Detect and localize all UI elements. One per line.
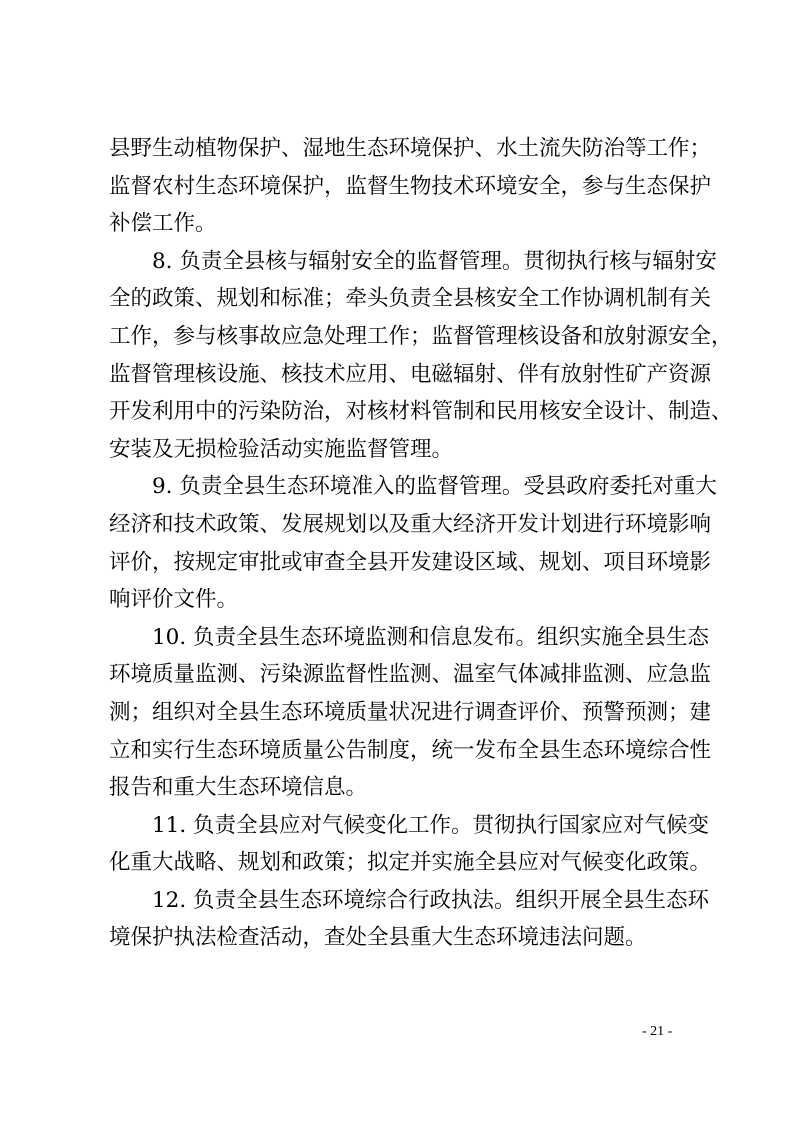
paragraph-item-12 — [109, 882, 710, 957]
text-line: 补偿工作。 — [109, 211, 217, 237]
text-line: 境保护执法检查活动，查处全县重大生态环境违法问题。 — [109, 925, 647, 951]
text-line: 监督管理核设施、核技术应用、电磁辐射、伴有放射性矿产资源 — [109, 361, 712, 387]
paragraph-item-11 — [109, 807, 712, 882]
text-line: 9. 负责全县生态环境准入的监督管理。受县政府委托对重大 — [152, 474, 717, 500]
text-line: 环境质量监测、污染源监督性监测、温室气体减排监测、应急监 — [109, 662, 712, 688]
text-line: 县野生动植物保护、湿地生态环境保护、水土流失防治等工作； — [109, 136, 712, 161]
body-text — [109, 130, 733, 957]
text-line: 11. 负责全县应对气候变化工作。贯彻执行国家应对气候变 — [152, 812, 710, 838]
text-line: 全的政策、规划和标准；牵头负责全县核安全工作协调机制有关 — [109, 286, 712, 312]
text-line: 工作，参与核事故应急处理工作；监督管理核设备和放射源安全， — [109, 323, 733, 349]
text-line: 化重大战略、规划和政策；拟定并实施全县应对气候变化政策。 — [109, 850, 712, 876]
paragraph-item-10 — [109, 619, 712, 807]
text-line: 立和实行生态环境质量公告制度，统一发布全县生态环境综合性 — [109, 737, 712, 763]
text-line: 监督农村生态环境保护，监督生物技术环境安全，参与生态保护 — [109, 173, 712, 199]
text-line: 经济和技术政策、发展规划以及重大经济开发计划进行环境影响 — [109, 511, 712, 537]
paragraph-item-8 — [109, 243, 733, 469]
text-line: 安装及无损检验活动实施监督管理。 — [109, 436, 454, 462]
text-line: 评价，按规定审批或审查全县开发建设区域、规划、项目环境影 — [109, 549, 712, 575]
page-number: - 21 - — [642, 1024, 673, 1039]
text-line: 响评价文件。 — [109, 587, 239, 613]
paragraph-item-9 — [109, 468, 717, 618]
text-line: 报告和重大生态环境信息。 — [109, 775, 368, 801]
text-line: 10. 负责全县生态环境监测和信息发布。组织实施全县生态 — [152, 624, 710, 650]
text-line: 测；组织对全县生态环境质量状况进行调查评价、预警预测；建 — [109, 699, 712, 725]
paragraph-continued — [109, 130, 712, 243]
text-line: 12. 负责全县生态环境综合行政执法。组织开展全县生态环 — [152, 887, 710, 913]
text-line: 开发利用中的污染防治，对核材料管制和民用核安全设计、制造、 — [109, 399, 733, 425]
text-line: 8. 负责全县核与辐射安全的监督管理。贯彻执行核与辐射安 — [152, 248, 717, 274]
